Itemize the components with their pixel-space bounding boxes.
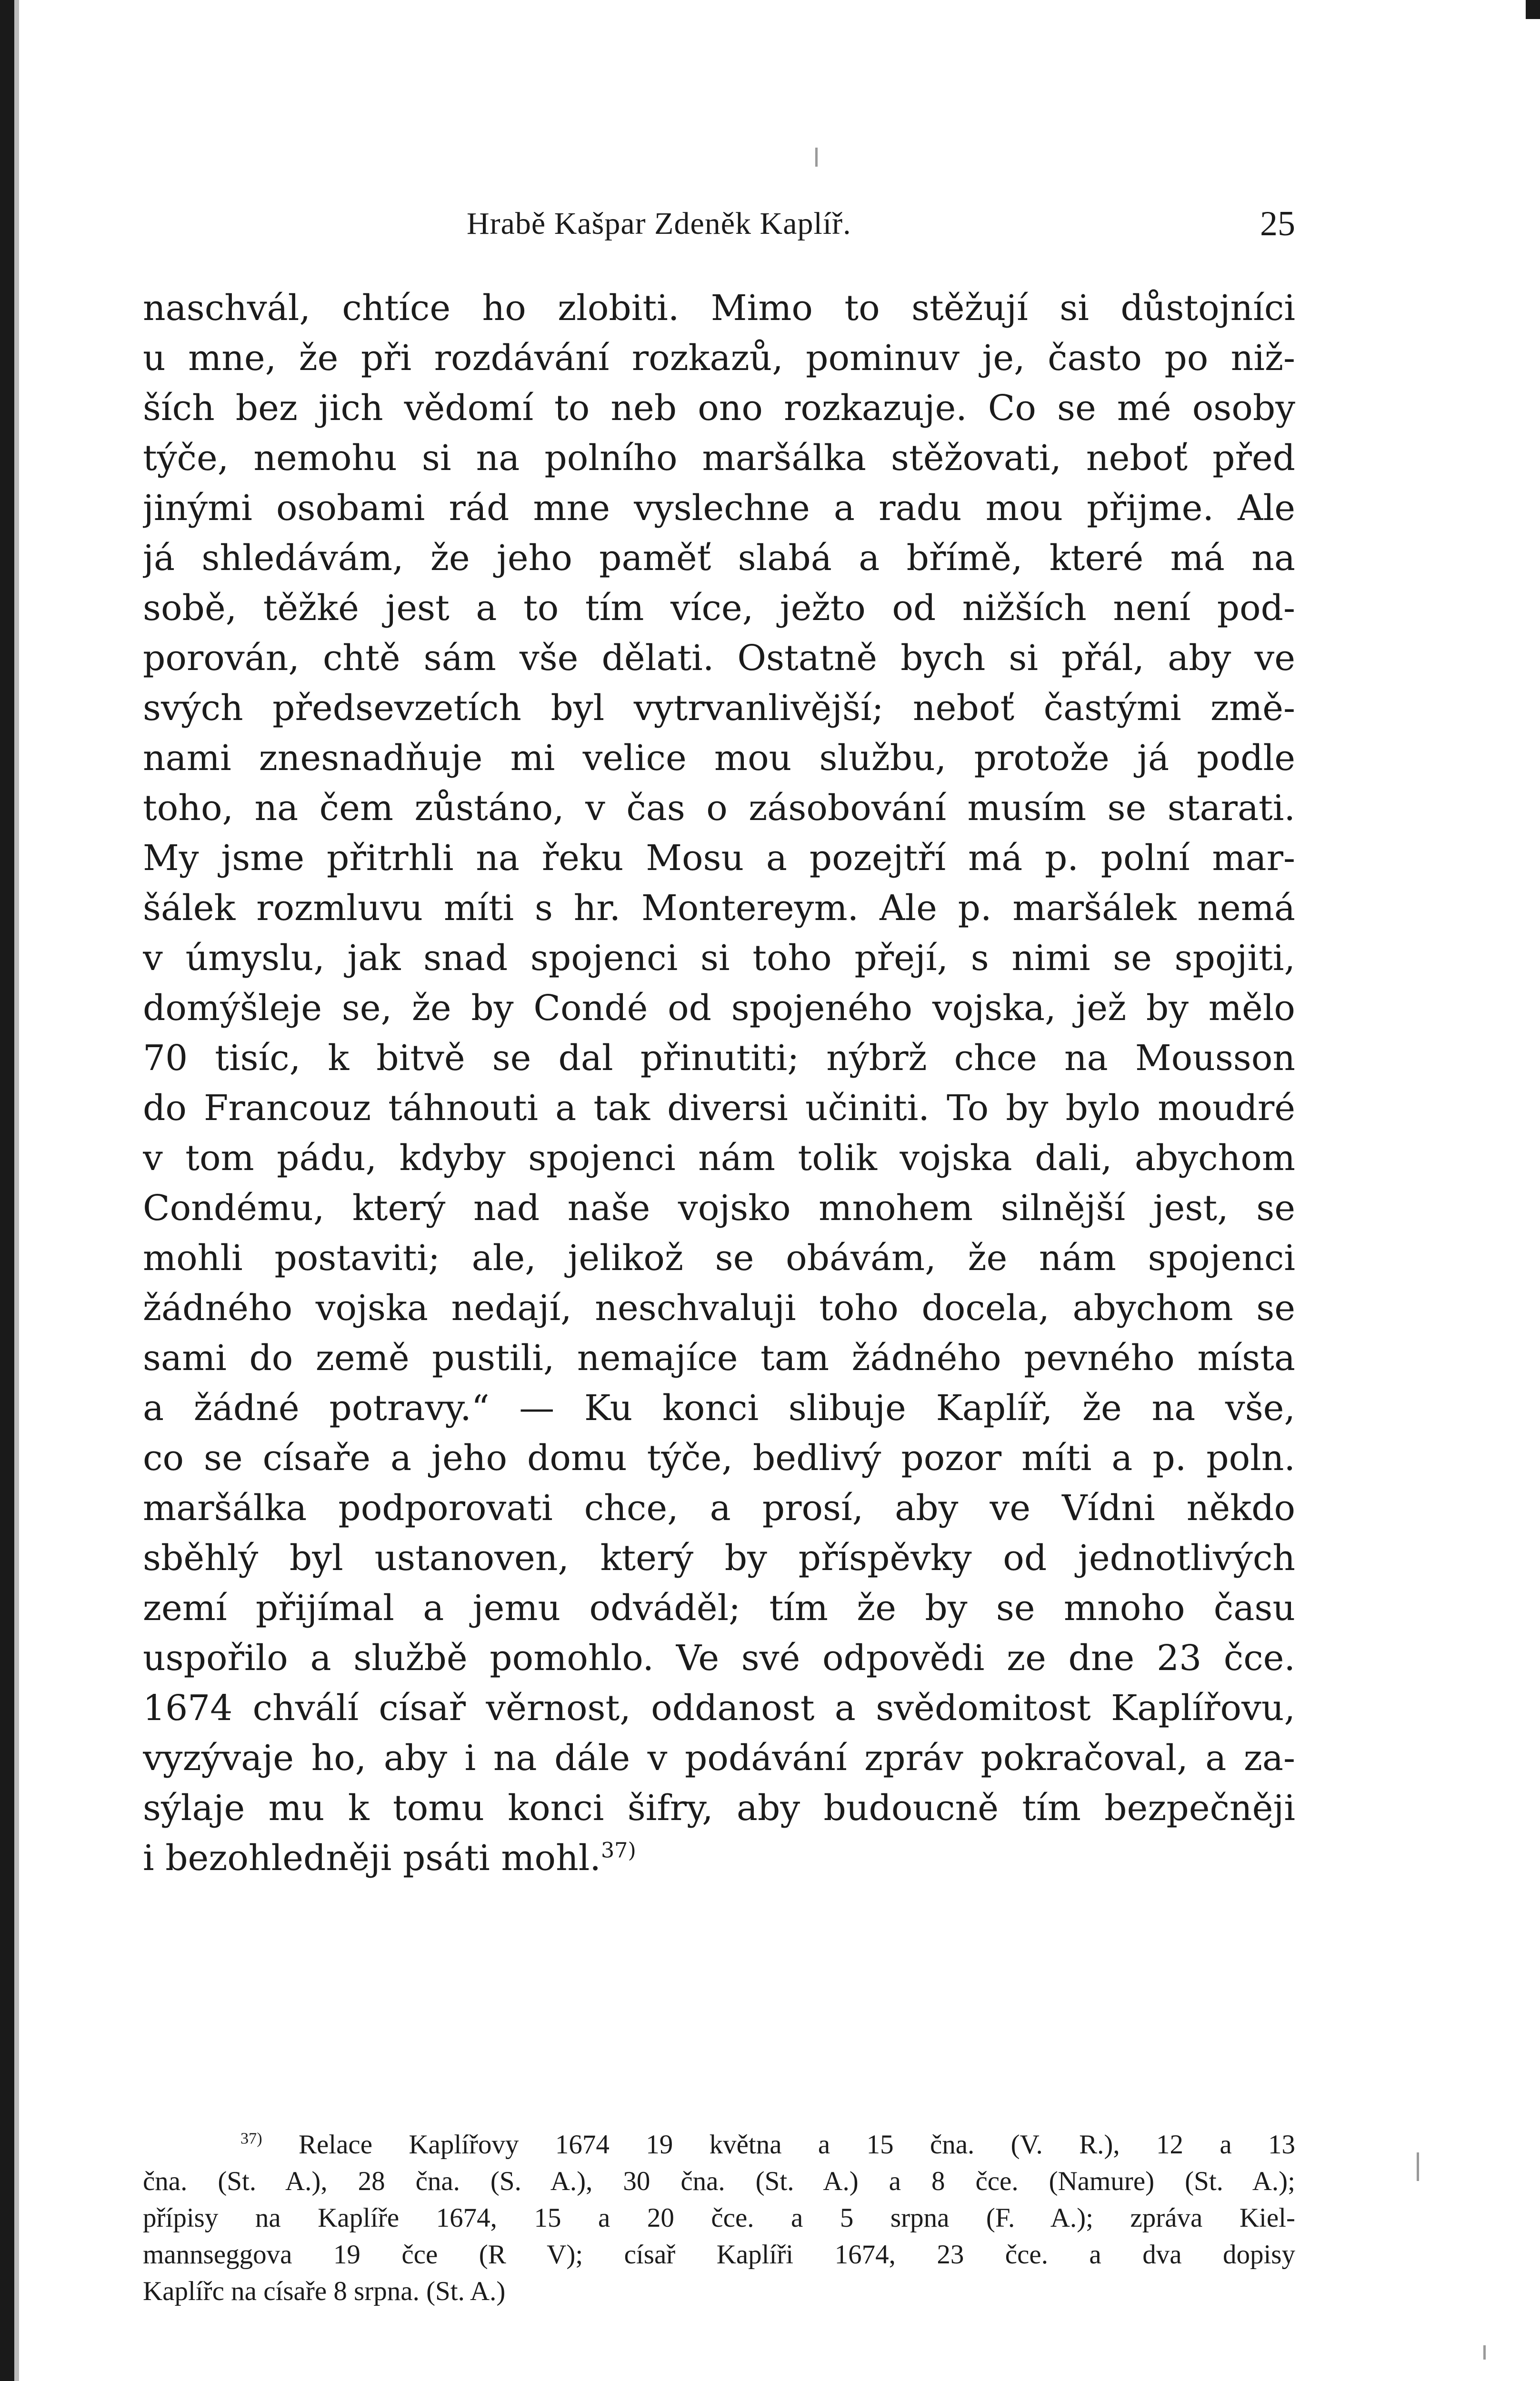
scan-border-shadow bbox=[14, 0, 19, 2381]
body-line: maršálka podporovati chce, a prosí, aby ve Vídni někdo bbox=[143, 1488, 1295, 1529]
body-line: mohli postaviti; ale, jelikož se obávám, že nám spojenci bbox=[143, 1238, 1295, 1279]
scan-border-corner bbox=[1526, 0, 1540, 19]
running-title: Hrabě Kašpar Zdeněk Kaplíř. bbox=[467, 206, 851, 241]
body-line: jinými osobami rád mne vyslechne a radu mou přijme. Ale bbox=[143, 488, 1295, 529]
body-line: do Francouz táhnouti a tak diversi učiniti. To by bylo moudré bbox=[143, 1088, 1295, 1129]
body-line: porován, chtě sám vše dělati. Ostatně bych si přál, aby ve bbox=[143, 638, 1295, 679]
body-line: a žádné potravy.“ — Ku konci slibuje Kaplíř, že na vše, bbox=[143, 1388, 1295, 1429]
body-line: šálek rozmluvu míti s hr. Montereym. Ale p. maršálek nemá bbox=[143, 888, 1295, 929]
body-line: toho, na čem zůstáno, v čas o zásobování musím se starati. bbox=[143, 788, 1295, 829]
body-line-text: i bezohledněji psáti mohl. bbox=[143, 1838, 601, 1879]
running-head bbox=[143, 200, 1295, 248]
footnote-line: Kaplířc na císaře 8 srpna. (St. A.) bbox=[143, 2276, 506, 2306]
body-line: sběhlý byl ustanoven, který by příspěvky od jednotlivých bbox=[143, 1538, 1295, 1579]
scan-speck bbox=[1417, 2152, 1419, 2181]
body-line: domýšleje se, že by Condé od spojeného vojska, jež by mělo bbox=[143, 988, 1295, 1029]
body-line: uspořilo a službě pomohlo. Ve své odpovědi ze dne 23 čce. bbox=[143, 1638, 1295, 1679]
body-line: co se císaře a jeho domu týče, bedlivý pozor míti a p. poln. bbox=[143, 1438, 1295, 1479]
footnote-line bbox=[143, 2126, 1295, 2163]
footnote-line: přípisy na Kaplíře 1674, 15 a 20 čce. a 5 srpna (F. A.); zpráva Kiel- bbox=[143, 2203, 1295, 2233]
body-text bbox=[143, 283, 1295, 1883]
body-line: Condému, který nad naše vojsko mnohem silnější jest, se bbox=[143, 1188, 1295, 1229]
body-line: ších bez jich vědomí to neb ono rozkazuje. Co se mé osoby bbox=[143, 388, 1295, 429]
footnote-line: mannseggova 19 čce (R V); císař Kaplíři 1674, 23 čce. a dva dopisy bbox=[143, 2240, 1295, 2270]
body-line: naschvál, chtíce ho zlobiti. Mimo to stěžují si důstojníci bbox=[143, 288, 1295, 329]
footnote-reference: 37) bbox=[600, 1838, 636, 1863]
scan-border-left bbox=[0, 0, 14, 2381]
body-line: vyzývaje ho, aby i na dále v podávání zpráv pokračoval, a za- bbox=[143, 1738, 1295, 1779]
body-line: svých předsevzetích byl vytrvanlivější; neboť častými změ- bbox=[143, 688, 1295, 729]
body-line: nami znesnadňuje mi velice mou službu, protože já podle bbox=[143, 738, 1295, 779]
body-line: žádného vojska nedají, neschvaluji toho docela, abychom se bbox=[143, 1288, 1295, 1329]
footnote-text: Relace Kaplířovy 1674 19 května a 15 čna. (V. R.), 12 a 13 bbox=[298, 2130, 1295, 2160]
body-line: týče, nemohu si na polního maršálka stěžovati, neboť před bbox=[143, 438, 1295, 479]
scan-speck bbox=[815, 148, 818, 167]
scan-speck bbox=[1483, 2345, 1486, 2360]
body-line: sobě, těžké jest a to tím více, ježto od nižších není pod- bbox=[143, 588, 1295, 629]
body-line-last bbox=[143, 1833, 1295, 1883]
body-line: zemí přijímal a jemu odváděl; tím že by se mnoho času bbox=[143, 1588, 1295, 1629]
body-line: 1674 chválí císař věrnost, oddanost a svědomitost Kaplířovu, bbox=[143, 1688, 1295, 1729]
body-line: v tom pádu, kdyby spojenci nám tolik vojska dali, abychom bbox=[143, 1138, 1295, 1179]
page-number: 25 bbox=[1260, 204, 1295, 243]
body-line: sami do země pustili, nemajíce tam žádného pevného místa bbox=[143, 1338, 1295, 1379]
body-line: v úmyslu, jak snad spojenci si toho přejí, s nimi se spojiti, bbox=[143, 938, 1295, 979]
footnote bbox=[143, 2126, 1295, 2310]
body-line: já shledávám, že jeho paměť slabá a břímě, které má na bbox=[143, 538, 1295, 579]
footnote-line: čna. (St. A.), 28 čna. (S. A.), 30 čna. (St. A.) a 8 čce. (Namure) (St. A.); bbox=[143, 2166, 1295, 2196]
body-line: My jsme přitrhli na řeku Mosu a pozejtří má p. polní mar- bbox=[143, 838, 1295, 879]
body-line: u mne, že při rozdávání rozkazů, pominuv je, často po niž- bbox=[143, 338, 1295, 379]
body-line: 70 tisíc, k bitvě se dal přinutiti; nýbrž chce na Mousson bbox=[143, 1038, 1295, 1079]
body-line: sýlaje mu k tomu konci šifry, aby budoucně tím bezpečněji bbox=[143, 1788, 1295, 1829]
footnote-marker: 37) bbox=[240, 2130, 262, 2148]
